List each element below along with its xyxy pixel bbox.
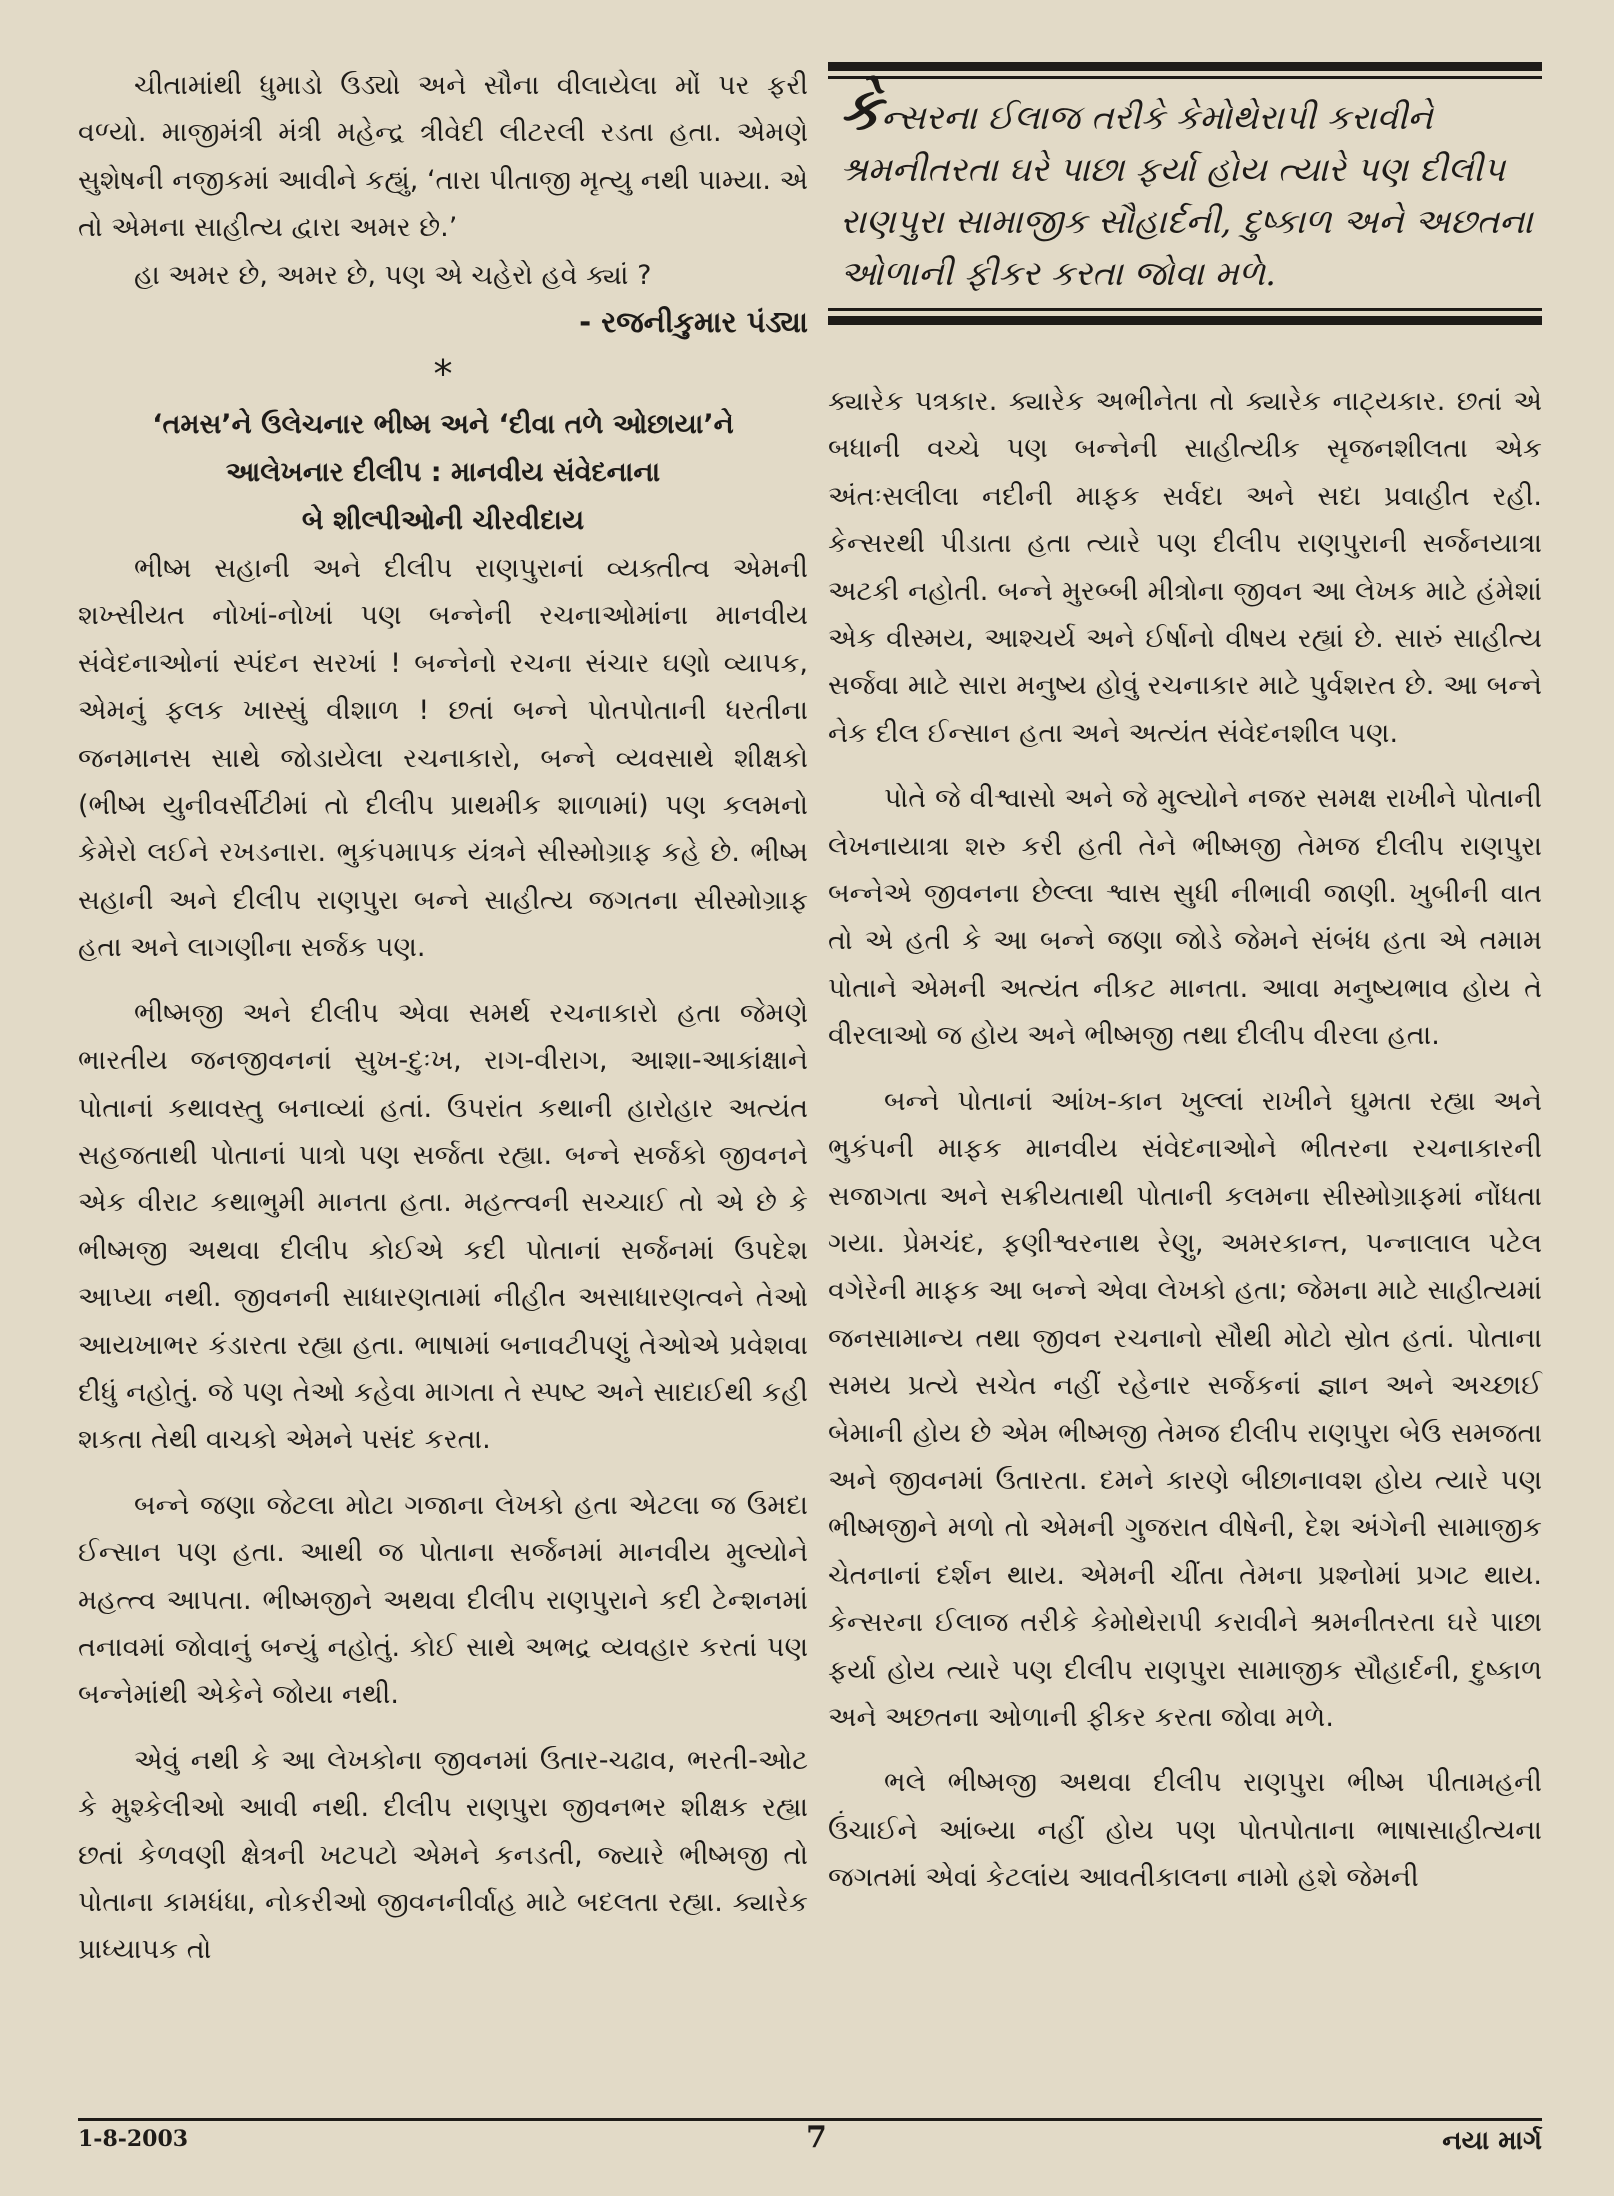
left-column — [78, 62, 808, 1974]
paragraph: ચીતામાંથી ધુમાડો ઉડ્યો અને સૌના વીલાયેલા મોં પર ફરી વળ્યો. માજીમંત્રી મંત્રી મહેન્દ્ર ત્રીવેદી લીટરલી રડતા હતા. એમણે સુશેષની નજીકમાં આવીને કહ્યું, ‘તારા પીતાજી મૃત્યુ નથી પામ્યા. એ તો એમના સાહીત્ય દ્વારા અમર છે.’ — [78, 70, 808, 244]
article-heading-line: આલેખનાર દીલીપ : માનવીય સંવેદનાના — [225, 457, 661, 489]
paragraph: બન્ને પોતાનાં આંખ-કાન ખુલ્લાં રાખીને ઘુમતા રહ્યા અને ભુકંપની માફક માનવીય સંવેદનાઓને ભીતરના રચનાકારની સજાગતા અને સક્રીયતાથી પોતાની કલમના સીસ્મોગ્રાફમાં નોંધતા ગયા. પ્રેમચંદ, ફણીશ્વરનાથ રેણુ, અમરકાન્ત, પન્નાલાલ પટેલ વગેરેની માફક આ બન્ને એવા લેખકો હતા; જેમના માટે સાહીત્યમાં જનસામાન્ય તથા જીવન રચનાનો સૌથી મોટો સ્રોત હતાં. પોતાના સમય પ્રત્યે સચેત નહીં રહેનાર સર્જકનાં જ્ઞાન અને અચ્છાઈ બેમાની હોય છે એમ ભીષ્મજી તેમજ દીલીપ રાણપુરા બેઉ સમજતા અને જીવનમાં ઉતારતા. દમને કારણે બીછાનાવશ હોય ત્યારે પણ ભીષ્મજીને મળો તો એમની ગુજરાત વીષેની, દેશ અંગેની સામાજીક ચેતનાનાં દર્શન થાય. એમની ચીંતા તેમના પ્રશ્નોમાં પ્રગટ થાય. કેન્સરના ઈલાજ તરીકે કેમોથેરાપી કરાવીને શ્રમનીતરતા ઘરે પાછા ફર્યા હોય ત્યારે પણ દીલીપ રાણપુરા સામાજીક સૌહાર્દની, દુષ્કાળ અને અછતના ઓળાની ફીકર કરતા જોવા મળે. — [828, 1085, 1542, 1733]
publication-name: નયા માર્ગ — [1442, 2126, 1542, 2156]
page-number: 7 — [806, 2120, 827, 2155]
right-column — [828, 378, 1542, 1902]
paragraph: ક્યારેક પત્રકાર. ક્યારેક અભીનેતા તો ક્યારેક નાટ્યકાર. છતાં એ બધાની વચ્ચે પણ બન્નેની સાહીત્યીક સૃજનશીલતા એક અંતઃસલીલા નદીની માફક સર્વદા અને સદા પ્રવાહીત રહી. કેન્સરથી પીડાતા હતા ત્યારે પણ દીલીપ રાણપુરાની સર્જનયાત્રા અટકી નહોતી. બન્ને મુરબ્બી મીત્રોના જીવન આ લેખક માટે હંમેશાં એક વીસ્મય, આશ્ચર્ય અને ઈર્ષાનો વીષય રહ્યાં છે. સારું સાહીત્ય સર્જવા માટે સારા મનુષ્ય હોવું રચનાકાર માટે પુર્વશરત છે. આ બન્ને નેક દીલ ઈન્સાન હતા અને અત્યંત સંવેદનશીલ પણ. — [828, 386, 1542, 749]
pull-quote-body: ન્સરના ઈલાજ તરીકે કેમોથેરાપી કરાવીને શ્રમનીતરતા ઘરે પાછા ફર્યા હોય ત્યારે પણ દીલીપ રાણપુરા સામાજીક સૌહાર્દની, દુષ્કાળ અને અછતના ઓળાની ફીકર કરતા જોવા મળે. — [840, 98, 1533, 294]
pull-quote-rule-bottom-thin — [828, 308, 1542, 311]
paragraph: ભીષ્મજી અને દીલીપ એવા સમર્થ રચનાકારો હતા જેમણે ભારતીય જનજીવનનાં સુખ-દુઃખ, રાગ-વીરાગ, આશા-આકાંક્ષાને પોતાનાં કથાવસ્તુ બનાવ્યાં હતાં. ઉપરાંત કથાની હારોહાર અત્યંત સહજતાથી પોતાનાં પાત્રો પણ સર્જતા રહ્યા. બન્ને સર્જકો જીવનને એક વીરાટ કથાભુમી માનતા હતા. મહત્ત્વની સચ્ચાઈ તો એ છે કે ભીષ્મજી અથવા દીલીપ કોઈએ કદી પોતાનાં સર્જનમાં ઉપદેશ આપ્યા નથી. જીવનની સાધારણતામાં નીહીત અસાધારણત્વને તેઓ આયખાભર કંડારતા રહ્યા હતા. ભાષામાં બનાવટીપણું તેઓએ પ્રવેશવા દીધું નહોતું. જે પણ તેઓ કહેવા માગતા તે સ્પષ્ટ અને સાદાઈથી કહી શકતા તેથી વાચકો એમને પસંદ કરતા. — [78, 997, 808, 1456]
article-heading-line: બે શીલ્પીઓની ચીરવીદાય — [301, 505, 585, 537]
paragraph: ભલે ભીષ્મજી અથવા દીલીપ રાણપુરા ભીષ્મ પીતામહની ઉંચાઈને આંબ્યા નહીં હોય પણ પોતપોતાના ભાષાસાહીત્યના જગતમાં એવાં કેટલાંય આવતીકાલના નામો હશે જેમની — [828, 1767, 1542, 1894]
pull-quote-text — [828, 75, 1542, 308]
author-byline: - રજનીકુમાર પંડ્યા — [579, 305, 808, 340]
paragraph: બન્ને જણા જેટલા મોટા ગજાના લેખકો હતા એટલા જ ઉમદા ઈન્સાન પણ હતા. આથી જ પોતાના સર્જનમાં માનવીય મુલ્યોને મહત્ત્વ આપતા. ભીષ્મજીને અથવા દીલીપ રાણપુરાને કદી ટેન્શનમાં તનાવમાં જોવાનું બન્યું નહોતું. કોઈ સાથે અભદ્ર વ્યવહાર કરતાં પણ બન્નેમાંથી એકેને જોયા નથી. — [78, 1489, 808, 1711]
drop-cap: કે — [840, 75, 881, 143]
paragraph: એવું નથી કે આ લેખકોના જીવનમાં ઉતાર-ચઢાવ, ભરતી-ઓટ કે મુશ્કેલીઓ આવી નથી. દીલીપ રાણપુરા જીવનભર શીક્ષક રહ્યા છતાં કેળવણી ક્ષેત્રની ખટપટો એમને કનડતી, જ્યારે ભીષ્મજી તો પોતાના કામધંધા, નોકરીઓ જીવનનીર્વાહ માટે બદલતા રહ્યા. ક્યારેક પ્રાધ્યાપક તો — [78, 1744, 808, 1966]
paragraph: હા અમર છે, અમર છે, પણ એ ચહેરો હવે ક્યાં ? — [134, 259, 652, 291]
pull-quote-rule-top — [828, 62, 1542, 71]
section-separator: * — [433, 352, 453, 397]
paragraph: પોતે જે વીશ્વાસો અને જે મુલ્યોને નજર સમક્ષ રાખીને પોતાની લેખનાયાત્રા શરુ કરી હતી તેને ભીષ્મજી તેમજ દીલીપ રાણપુરા બન્નેએ જીવનના છેલ્લા શ્વાસ સુધી નીભાવી જાણી. ખુબીની વાત તો એ હતી કે આ બન્ને જણા જોડે જેમને સંબંધ હતા એ તમામ પોતાને એમની અત્યંત નીકટ માનતા. આવા મનુષ્યભાવ હોય તે વીરલાઓ જ હોય અને ભીષ્મજી તથા દીલીપ વીરલા હતા. — [828, 783, 1542, 1052]
pull-quote-rule-bottom — [828, 316, 1542, 325]
article-heading-line: ‘તમસ’ને ઉલેચનાર ભીષ્મ અને ‘દીવા તળે ઓછાયા’ને — [152, 409, 734, 441]
issue-date: 1-8-2003 — [78, 2126, 189, 2152]
pull-quote-box — [828, 62, 1542, 325]
paragraph: ભીષ્મ સહાની અને દીલીપ રાણપુરાનાં વ્યક્તીત્વ એમની શખ્સીયત નોખાં-નોખાં પણ બન્નેની રચનાઓમાંના માનવીય સંવેદનાઓનાં સ્પંદન સરખાં ! બન્નેનો રચના સંચાર ઘણો વ્યાપક, એમનું ફલક ખાસ્સું વીશાળ ! છતાં બન્ને પોતપોતાની ધરતીના જનમાનસ સાથે જોડાયેલા રચનાકારો, બન્ને વ્યવસાથે શીક્ષકો (ભીષ્મ યુનીવર્સીટીમાં તો દીલીપ પ્રાથમીક શાળામાં) પણ કલમનો કેમેરો લઈને રખડનારા. ભુકંપમાપક યંત્રને સીસ્મોગ્રાફ કહે છે. ભીષ્મ સહાની અને દીલીપ રાણપુરા બન્ને સાહીત્ય જગતના સીસ્મોગ્રાફ હતા અને લાગણીના સર્જક પણ. — [78, 553, 808, 964]
